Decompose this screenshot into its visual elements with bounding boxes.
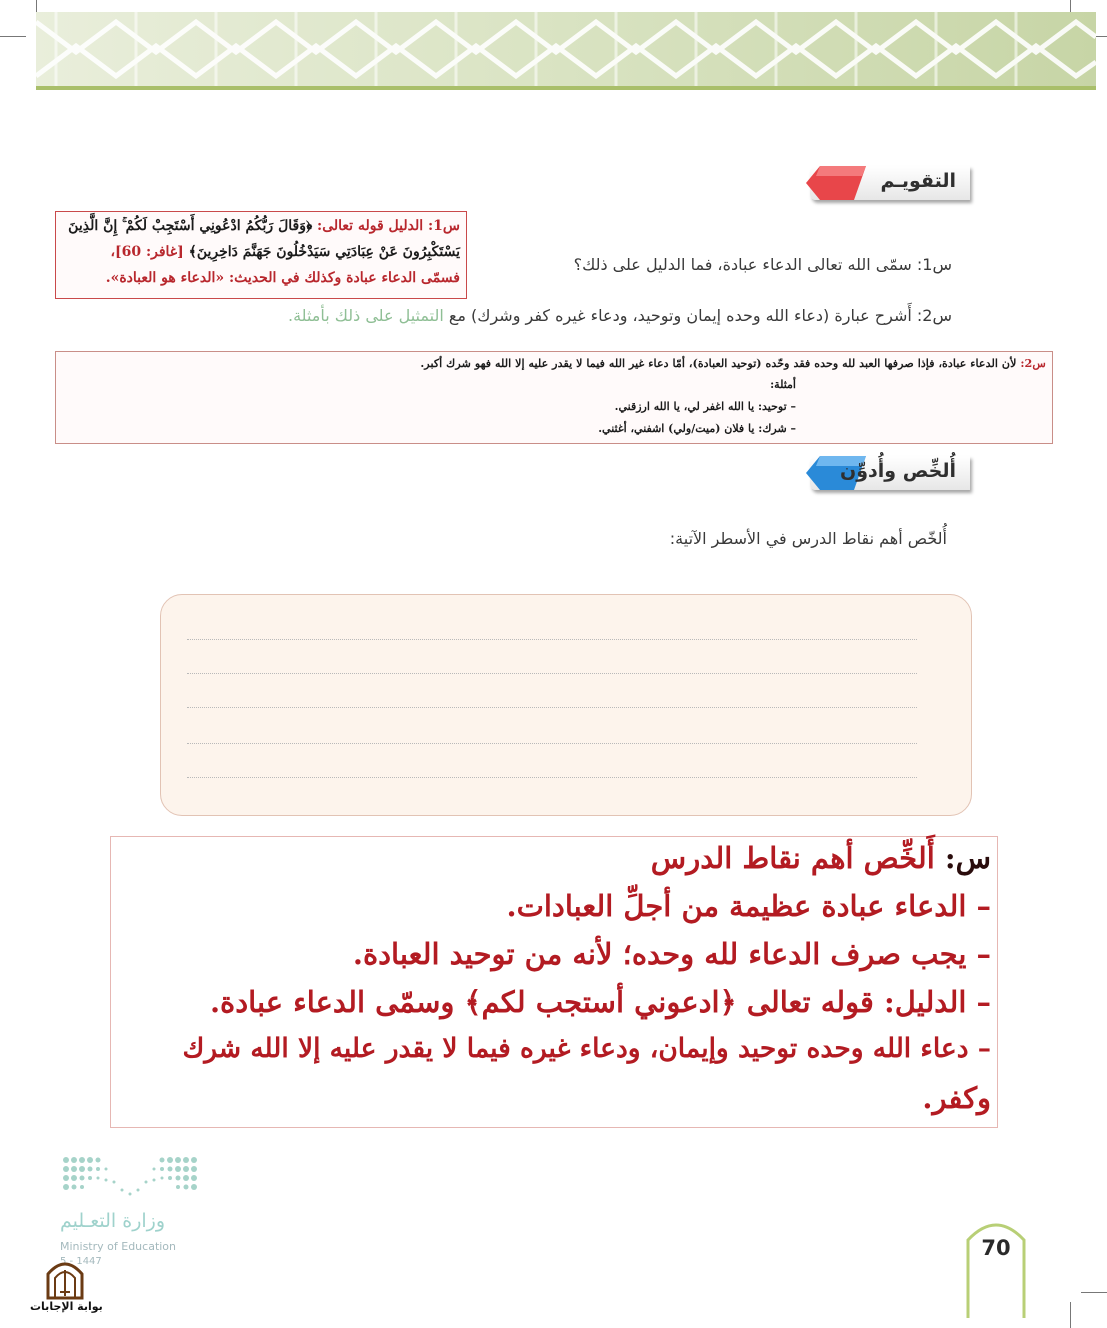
banner-underline — [36, 86, 1096, 90]
summary-answer-line-5: – دعاء الله وحده توحيد وإيمان، ودعاء غيره فيما لا يقدر عليه إلا الله شرك — [182, 1033, 991, 1064]
answer-1-verse-start: ﴿وَقَالَ رَبُّكُمُ ادْعُونِي أَسْتَجِبْ لَكُمْ ۚ إِنَّ الَّذِينَ — [68, 218, 313, 234]
crop-mark — [0, 36, 26, 37]
question-2-main: س2: أَشرح عبارة (دعاء الله وحده إيمان وتوحيد، ودعاء غيره كفر وشرك) مع — [448, 306, 952, 325]
evaluation-section-tab — [810, 166, 970, 200]
answer-1-label: س1: الدليل قوله تعالى: — [312, 218, 460, 234]
writing-line — [187, 639, 917, 640]
writing-line — [187, 777, 917, 778]
crop-mark — [1070, 1302, 1071, 1328]
ministry-name-arabic: وزارة التعـليم — [60, 1210, 166, 1232]
writing-line — [187, 743, 917, 744]
answer-2-label: س2: — [1016, 356, 1046, 370]
crop-mark — [1081, 1292, 1107, 1293]
answer-1-verse-end: يَسْتَكْبِرُونَ عَنْ عِبَادَتِي سَيَدْخُلُونَ جَهَنَّمَ دَاخِرِينَ﴾ — [188, 244, 460, 260]
summary-answer-box — [110, 836, 998, 1128]
page-number-tab — [966, 1216, 1026, 1318]
answer-2-line-4: – شرك: يا فلان (ميت/ولي) اشفني، أغثني. — [598, 422, 796, 435]
answer-1-line-2 — [110, 244, 460, 260]
question-2-tail: التمثيل على ذلك بأمثلة. — [287, 306, 444, 325]
portal-label: بوابة الإجابات — [30, 1300, 103, 1313]
writing-line — [187, 673, 917, 674]
answer-2-line-3: – توحيد: يا الله اغفر لي، يا الله ارزقني. — [614, 400, 796, 413]
arabesque-pattern-icon — [36, 12, 1096, 86]
answer-2-box — [55, 351, 1053, 444]
summary-answer-label: س: — [934, 841, 991, 875]
answer-2-text: لأن الدعاء عبادة، فإذا صرفها العبد لله وحده فقد وحّده (توحيد العبادة)، أمّا دعاء غير الله فيما لا يقدر عليه إلا الله فهو شرك أكبر. — [420, 356, 1017, 370]
evaluation-title: التقويـم — [880, 170, 956, 192]
ministry-logo-icon — [62, 1154, 198, 1200]
question-2 — [288, 306, 952, 325]
answer-1-box — [55, 211, 467, 299]
writing-line — [187, 707, 917, 708]
question-1: س1: سمّى الله تعالى الدعاء عبادة، فما الدليل على ذلك؟ — [573, 255, 952, 274]
summary-answer-line-3: – يجب صرف الدعاء لله وحده؛ لأنه من توحيد العبادة. — [352, 937, 991, 971]
answer-1-line-1 — [68, 218, 460, 234]
summarize-title: أُلخِّص وأُدوِّن — [840, 460, 956, 482]
summary-answer-line-1 — [651, 841, 991, 875]
ministry-year: 5 - 1447 — [60, 1256, 102, 1267]
summary-answer-heading: أَلخِّص أهم نقاط الدرس — [650, 841, 935, 875]
page-number: 70 — [981, 1236, 1011, 1260]
ministry-name-english: Ministry of Education — [60, 1240, 177, 1253]
answer-2-line-1 — [420, 356, 1046, 370]
top-banner — [36, 12, 1096, 86]
summary-answer-line-6: وكفر. — [922, 1081, 991, 1115]
red-ribbon-icon — [806, 166, 866, 200]
summarize-section-tab — [810, 456, 970, 490]
summary-writing-box[interactable] — [160, 594, 972, 816]
answer-1-verse-ref: [غافر: 60]، — [110, 244, 189, 260]
summary-answer-line-4: – الدليل: قوله تعالى ﴿ادعوني أستجب لكم﴾ وسمّى الدعاء عبادة. — [209, 985, 991, 1019]
answer-1-line-3: فسمّى الدعاء عبادة وكذلك في الحديث: «الدعاء هو العبادة». — [105, 270, 460, 286]
mosque-logo-icon — [44, 1256, 86, 1300]
answer-2-line-2: أمثلة: — [770, 378, 796, 391]
summary-answer-line-2: – الدعاء عبادة عظيمة من أجلِّ العبادات. — [506, 889, 991, 923]
summary-instruction: أُلخّص أهم نقاط الدرس في الأسطر الآتية: — [669, 529, 947, 548]
